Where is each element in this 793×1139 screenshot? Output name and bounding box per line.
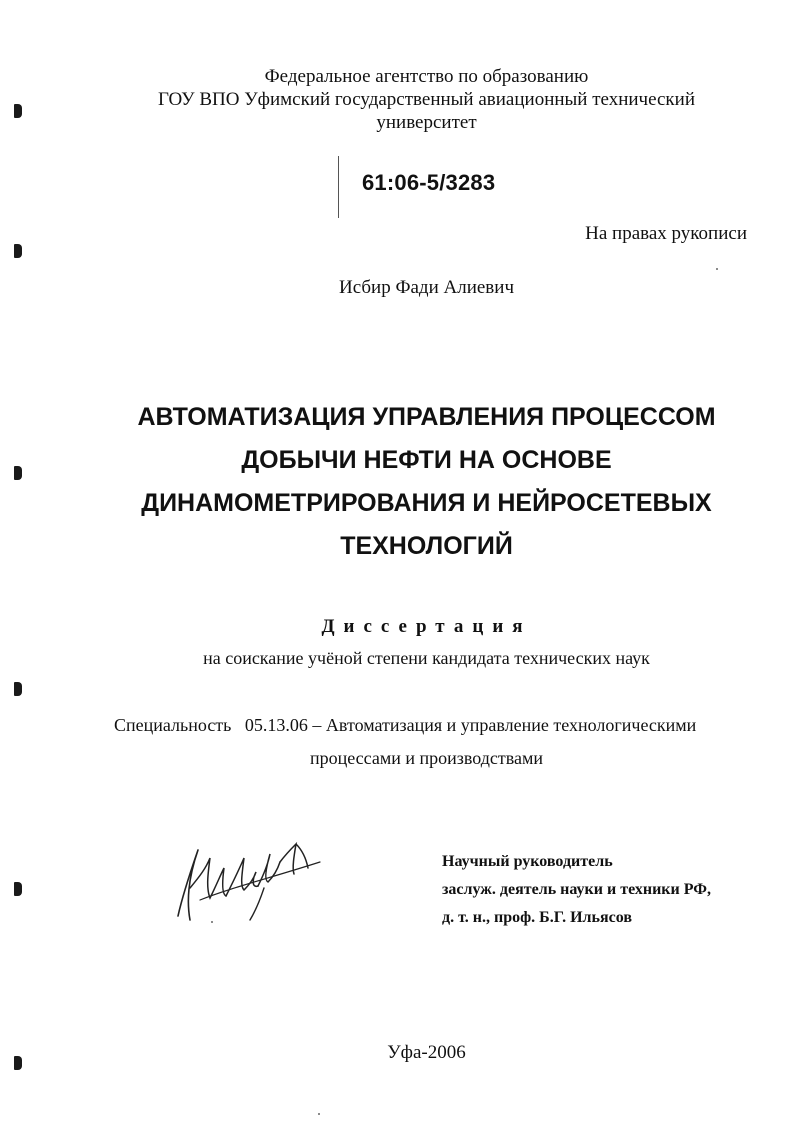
scan-margin-mark (14, 244, 22, 258)
specialty-code: 05.13.06 (244, 715, 308, 735)
title-line: ТЕХНОЛОГИЙ (340, 532, 513, 560)
university-name-line2: университет (376, 112, 477, 133)
place-year: Уфа-2006 (387, 1042, 466, 1063)
title-line: ДИНАМОМЕТРИРОВАНИЯ И НЕЙРОСЕТЕВЫХ (141, 489, 712, 517)
scan-margin-mark (14, 104, 22, 118)
university-name-line1: ГОУ ВПО Уфимский государственный авиационный технический (157, 89, 695, 110)
supervisor-name: д. т. н., проф. Б.Г. Ильясов (442, 909, 632, 926)
dissertation-heading: Диссертация (321, 616, 532, 637)
agency-name: Федеральное агентство по образованию (264, 66, 589, 87)
specialty-text: – Автоматизация и управление технологическими (312, 715, 697, 735)
scan-margin-mark (14, 1056, 22, 1070)
author-name: Исбир Фади Алиевич (339, 277, 514, 298)
title-line: ДОБЫЧИ НЕФТИ НА ОСНОВЕ (241, 446, 612, 474)
scan-speck (211, 921, 213, 923)
scan-margin-mark (14, 882, 22, 896)
scan-margin-mark (14, 466, 22, 480)
specialty-line2: процессами и производствами (309, 748, 544, 768)
dissertation-title (0, 396, 793, 568)
supervisor-block (442, 848, 711, 932)
scan-speck (716, 268, 718, 270)
title-line: АВТОМАТИЗАЦИЯ УПРАВЛЕНИЯ ПРОЦЕССОМ (137, 403, 716, 431)
scan-speck (318, 1113, 320, 1115)
specialty-label: Специальность (114, 715, 232, 735)
degree-line: на соискание учёной степени кандидата технических наук (203, 648, 650, 668)
author-signature (160, 828, 330, 928)
catalog-code: 61:06-5/3283 (362, 170, 496, 195)
specialty-line (114, 715, 696, 736)
supervisor-role: Научный руководитель (442, 853, 613, 870)
code-margin-line (338, 156, 339, 218)
rights-note: На правах рукописи (585, 223, 747, 244)
scan-margin-mark (14, 682, 22, 696)
supervisor-title: заслуж. деятель науки и техники РФ, (442, 881, 711, 898)
